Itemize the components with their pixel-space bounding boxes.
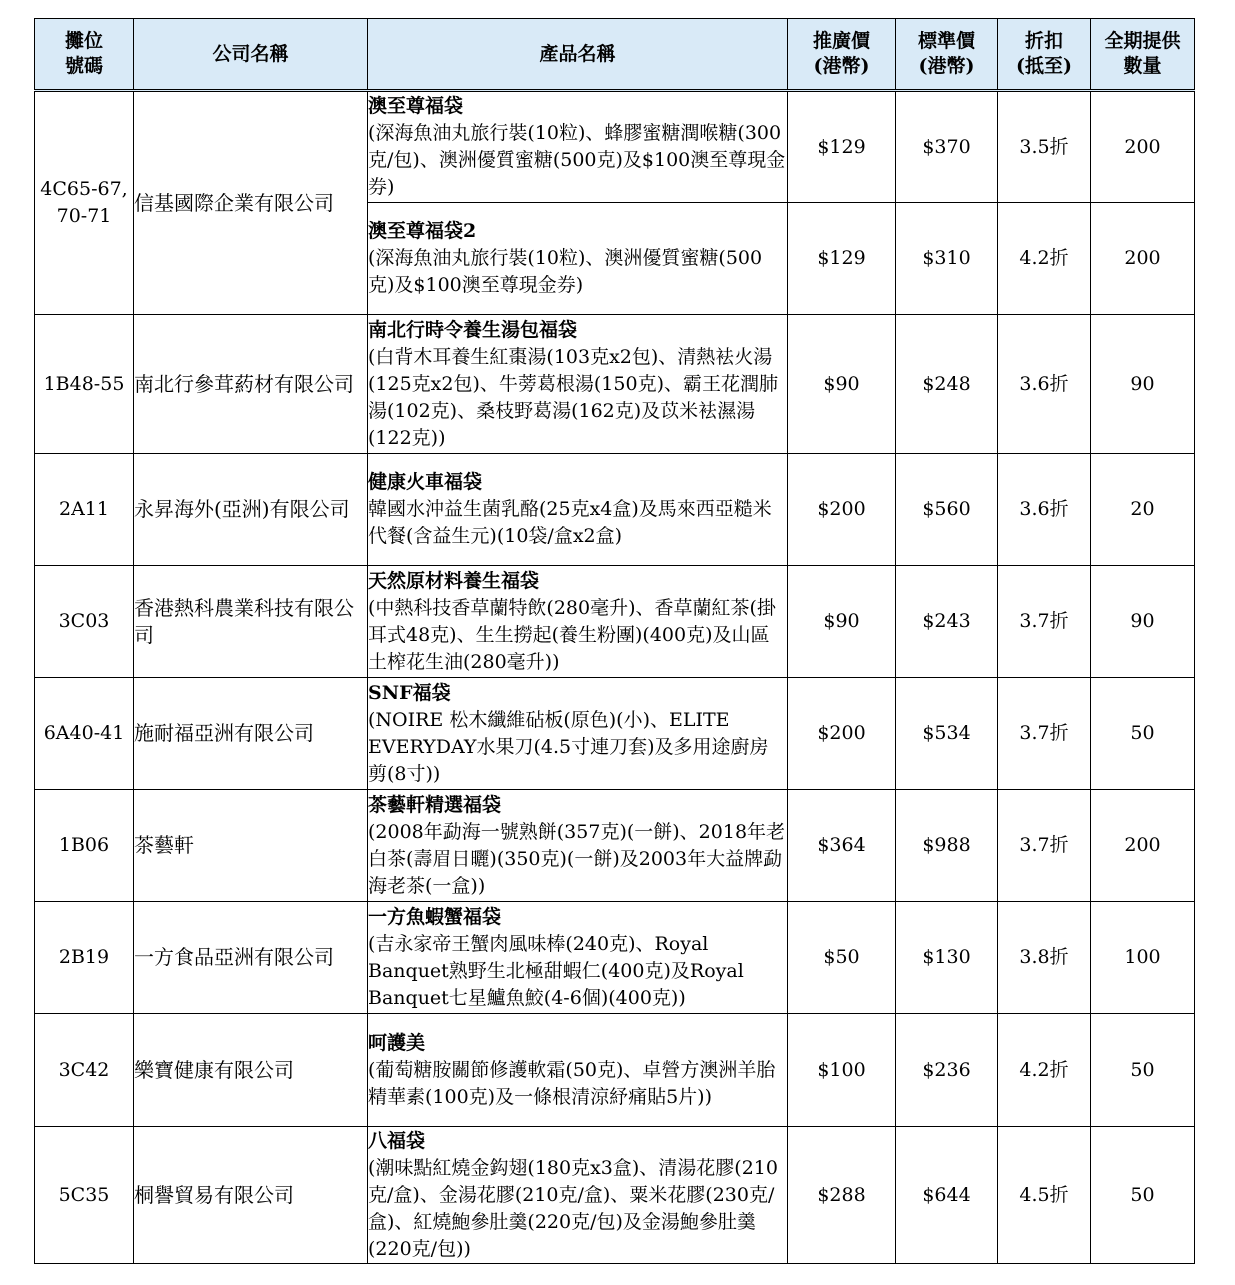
promo-price: $200 [788, 678, 896, 790]
header-product: 產品名稱 [368, 19, 788, 91]
company-name: 永昇海外(亞洲)有限公司 [134, 454, 368, 566]
promo-price: $90 [788, 315, 896, 454]
quantity: 20 [1091, 454, 1195, 566]
standard-price: $644 [896, 1127, 998, 1264]
product-description: 韓國水沖益生菌乳酪(25克x4盒)及馬來西亞糙米代餐(含益生元)(10袋/盒x2盒) [368, 498, 772, 547]
header-quantity: 全期提供數量 [1091, 19, 1195, 91]
quantity: 90 [1091, 315, 1195, 454]
standard-price: $534 [896, 678, 998, 790]
product-name: 澳至尊福袋2 [368, 220, 477, 242]
discount: 3.7折 [998, 678, 1091, 790]
promo-price: $90 [788, 566, 896, 678]
header-standard-price: 標準價(港幣) [896, 19, 998, 91]
table-row [35, 678, 1195, 790]
table-row [35, 315, 1195, 454]
product-cell [368, 203, 788, 315]
product-cell [368, 566, 788, 678]
booth-number: 2B19 [35, 902, 134, 1014]
company-name: 南北行參茸葯材有限公司 [134, 315, 368, 454]
company-name: 香港熱科農業科技有限公司 [134, 566, 368, 678]
product-name: 一方魚蝦蟹福袋 [368, 905, 502, 928]
company-name: 茶藝軒 [134, 790, 368, 902]
quantity: 100 [1091, 902, 1195, 1014]
quantity: 200 [1091, 91, 1195, 203]
table-row [35, 91, 1195, 203]
standard-price: $370 [896, 91, 998, 203]
discount: 3.7折 [998, 790, 1091, 902]
table-row [35, 1014, 1195, 1127]
product-description: (白背木耳養生紅棗湯(103克x2包)、清熱袪火湯(125克x2包)、牛蒡葛根湯(150克)、霸王花潤肺湯(102克)、桑枝野葛湯(162克)及苡米袪濕湯(122克)) [368, 345, 778, 449]
table-row [35, 566, 1195, 678]
promo-price: $100 [788, 1014, 896, 1127]
quantity: 50 [1091, 678, 1195, 790]
table-row [35, 902, 1195, 1014]
product-description: (吉永家帝王蟹肉風味棒(240克)、Royal Banquet熟野生北極甜蝦仁(400克)及Royal Banquet七星鱸魚鮫(4-6個)(400克)) [368, 932, 744, 1009]
booth-number: 1B48-55 [35, 315, 134, 454]
header-company: 公司名稱 [134, 19, 368, 91]
quantity: 50 [1091, 1014, 1195, 1127]
discount: 3.6折 [998, 315, 1091, 454]
header-promo-price: 推廣價(港幣) [788, 19, 896, 91]
product-description: (深海魚油丸旅行裝(10粒)、蜂膠蜜糖潤喉糖(300克/包)、澳洲優質蜜糖(500克)及$100澳至尊現金券) [368, 122, 786, 198]
standard-price: $560 [896, 454, 998, 566]
product-name: SNF福袋 [368, 681, 451, 704]
product-cell [368, 1127, 788, 1264]
product-description: (潮味點紅燒金鈎翅(180克x3盒)、清湯花膠(210克/盒)、金湯花膠(210克/盒)、粟米花膠(230克/盒)、紅燒鮑參肚羹(220克/包)及金湯鮑參肚羹(220克/包)) [368, 1156, 778, 1260]
discount: 3.7折 [998, 566, 1091, 678]
product-cell [368, 790, 788, 902]
quantity: 200 [1091, 790, 1195, 902]
product-name: 南北行時令養生湯包福袋 [368, 318, 578, 341]
quantity: 200 [1091, 203, 1195, 315]
table-row [35, 454, 1195, 566]
company-name: 桐譽貿易有限公司 [134, 1127, 368, 1264]
promo-price: $200 [788, 454, 896, 566]
discount: 3.5折 [998, 91, 1091, 203]
product-cell [368, 315, 788, 454]
product-name: 呵護美 [368, 1031, 426, 1054]
product-cell [368, 1014, 788, 1127]
product-description: (葡萄糖胺關節修護軟霜(50克)、卓營方澳洲羊胎精華素(100克)及一條根清涼紓痛貼5片)) [368, 1058, 776, 1108]
product-name: 茶藝軒精選福袋 [368, 793, 502, 816]
product-name: 健康火車福袋 [368, 471, 483, 493]
product-name: 天然原材料養生福袋 [368, 569, 540, 592]
product-name: 澳至尊福袋 [368, 95, 464, 117]
product-cell [368, 91, 788, 203]
discount: 4.2折 [998, 203, 1091, 315]
table-body [35, 91, 1195, 1264]
booth-number: 6A40-41 [35, 678, 134, 790]
quantity: 90 [1091, 566, 1195, 678]
header-row [35, 19, 1195, 91]
product-cell [368, 678, 788, 790]
discount: 3.6折 [998, 454, 1091, 566]
standard-price: $243 [896, 566, 998, 678]
standard-price: $310 [896, 203, 998, 315]
discount: 4.5折 [998, 1127, 1091, 1264]
product-cell [368, 902, 788, 1014]
discount: 3.8折 [998, 902, 1091, 1014]
standard-price: $236 [896, 1014, 998, 1127]
standard-price: $130 [896, 902, 998, 1014]
promo-price: $288 [788, 1127, 896, 1264]
product-name: 八福袋 [368, 1129, 426, 1152]
quantity: 50 [1091, 1127, 1195, 1264]
company-name: 樂寶健康有限公司 [134, 1014, 368, 1127]
product-description: (NOIRE 松木纖維砧板(原色)(小)、ELITE EVERYDAY水果刀(4.5寸連刀套)及多用途廚房剪(8寸)) [368, 708, 769, 785]
booth-number: 5C35 [35, 1127, 134, 1264]
product-description: (2008年勐海一號熟餅(357克)(一餅)、2018年老白茶(壽眉日曬)(350克)(一餅)及2003年大益牌勐海老茶(一盒)) [368, 820, 786, 897]
company-name: 一方食品亞洲有限公司 [134, 902, 368, 1014]
booth-number: 3C03 [35, 566, 134, 678]
company-name: 施耐福亞洲有限公司 [134, 678, 368, 790]
promo-price: $129 [788, 91, 896, 203]
promo-price: $364 [788, 790, 896, 902]
standard-price: $248 [896, 315, 998, 454]
table-row [35, 790, 1195, 902]
discount: 4.2折 [998, 1014, 1091, 1127]
promotion-table [34, 18, 1195, 1264]
booth-number: 1B06 [35, 790, 134, 902]
booth-number: 4C65-67, 70-71 [35, 91, 134, 315]
header-booth: 攤位號碼 [35, 19, 134, 91]
promo-price: $50 [788, 902, 896, 1014]
table-row [35, 1127, 1195, 1264]
company-name: 信基國際企業有限公司 [134, 91, 368, 315]
standard-price: $988 [896, 790, 998, 902]
product-description: (中熱科技香草蘭特飲(280毫升)、香草蘭紅茶(掛耳式48克)、生生撈起(養生粉團)(400克)及山區土榨花生油(280毫升)) [368, 596, 776, 673]
product-description: (深海魚油丸旅行裝(10粒)、澳洲優質蜜糖(500克)及$100澳至尊現金券) [368, 247, 763, 296]
booth-number: 2A11 [35, 454, 134, 566]
header-discount: 折扣(抵至) [998, 19, 1091, 91]
product-cell [368, 454, 788, 566]
booth-number: 3C42 [35, 1014, 134, 1127]
promo-price: $129 [788, 203, 896, 315]
